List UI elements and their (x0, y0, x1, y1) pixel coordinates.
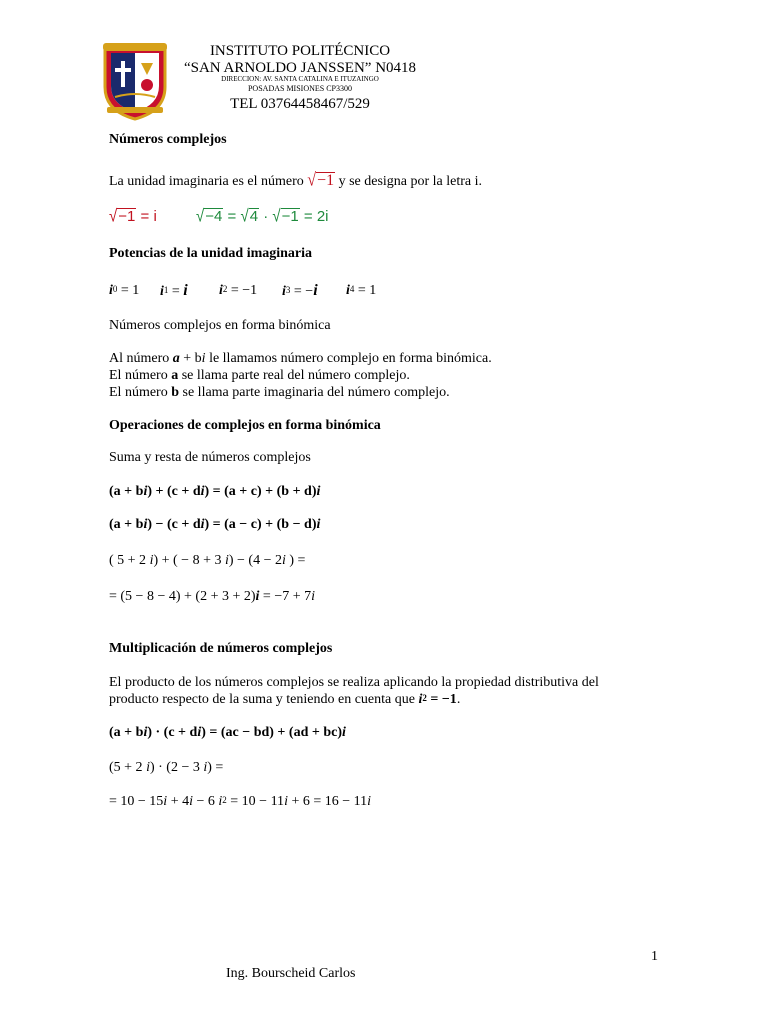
example-sqrt-minus-one: √−1 = i (109, 206, 157, 227)
power-i4: $i^4 = 1$ (346, 283, 377, 298)
binomic-line-3: El número b se llama parte imaginaria del número complejo. (109, 385, 450, 400)
power-i2: $i^2 = -1$ (219, 283, 258, 298)
address: DIRECCION: AV. SANTA CATALINA E ITUZAINGO (221, 75, 379, 83)
title-potencias: Potencias de la unidad imaginaria (109, 246, 313, 261)
example-suma: ( 5 + 2 i) + ( − 8 + 3 i) − (4 − 2i ) = (109, 553, 306, 568)
page-number: 1 (651, 949, 658, 964)
example-multiplicacion-result: = 10 − 15i + 4i − 6 $i^2 = 10 - 11i + 6 = 16 - 11i$ (109, 794, 372, 809)
binomic-line-2: El número a se llama parte real del número complejo. (109, 368, 410, 383)
example-multiplicacion: (5 + 2 i) · (2 − 3 i) = (109, 760, 224, 775)
power-i1: $i^1 = i$ (160, 282, 188, 299)
example-suma-result: = (5 − 8 − 4) + (2 + 3 + 2)i = −7 + 7i (109, 589, 315, 604)
institute-name: INSTITUTO POLITÉCNICO (209, 43, 391, 59)
school-name: “SAN ARNOLDO JANSSEN” N0418 (183, 60, 417, 76)
school-crest-icon (97, 41, 173, 121)
binomic-line-1: Al número a + bi le llamamos número complejo en forma binómica. (109, 351, 492, 366)
sqrt-minus-one: √−1 (307, 170, 335, 191)
title-numeros-complejos: Números complejos (109, 132, 227, 147)
title-multiplicacion: Multiplicación de números complejos (109, 641, 333, 656)
subtitle-suma-resta: Suma y resta de números complejos (109, 450, 311, 465)
intro-line (109, 172, 482, 190)
power-i3: $i^3 = -i$ (282, 282, 318, 299)
example-sqrt-minus-four: √−4 = √4 · √−1 = 2i (196, 206, 329, 227)
phone: TEL 03764458467/529 (230, 96, 370, 112)
intro-text-b: y se designa por la letra i. (335, 174, 483, 189)
formula-multiplicacion: (a + bi) · (c + di) = (ac − bd) + (ad + bc)i (109, 725, 346, 740)
mult-paragraph-2: producto respecto de la suma y teniendo en cuenta que $i^2 = -1$. (109, 692, 461, 707)
formula-suma: (a + bi) + (c + di) = (a + c) + (b + d)i (109, 484, 321, 499)
formula-resta: (a + bi) − (c + di) = (a − c) + (b − d)i (109, 517, 321, 532)
title-operaciones: Operaciones de complejos en forma binómica (109, 418, 381, 433)
title-forma-binomica: Números complejos en forma binómica (109, 318, 331, 333)
intro-text-a: La unidad imaginaria es el número (109, 174, 308, 189)
mult-paragraph-1: El producto de los números complejos se realiza aplicando la propiedad distributiva del (109, 675, 599, 690)
author: Ing. Bourscheid Carlos (226, 966, 356, 981)
city: POSADAS MISIONES CP3300 (247, 84, 353, 93)
power-i0: $i^0 = 1$ (109, 283, 140, 298)
